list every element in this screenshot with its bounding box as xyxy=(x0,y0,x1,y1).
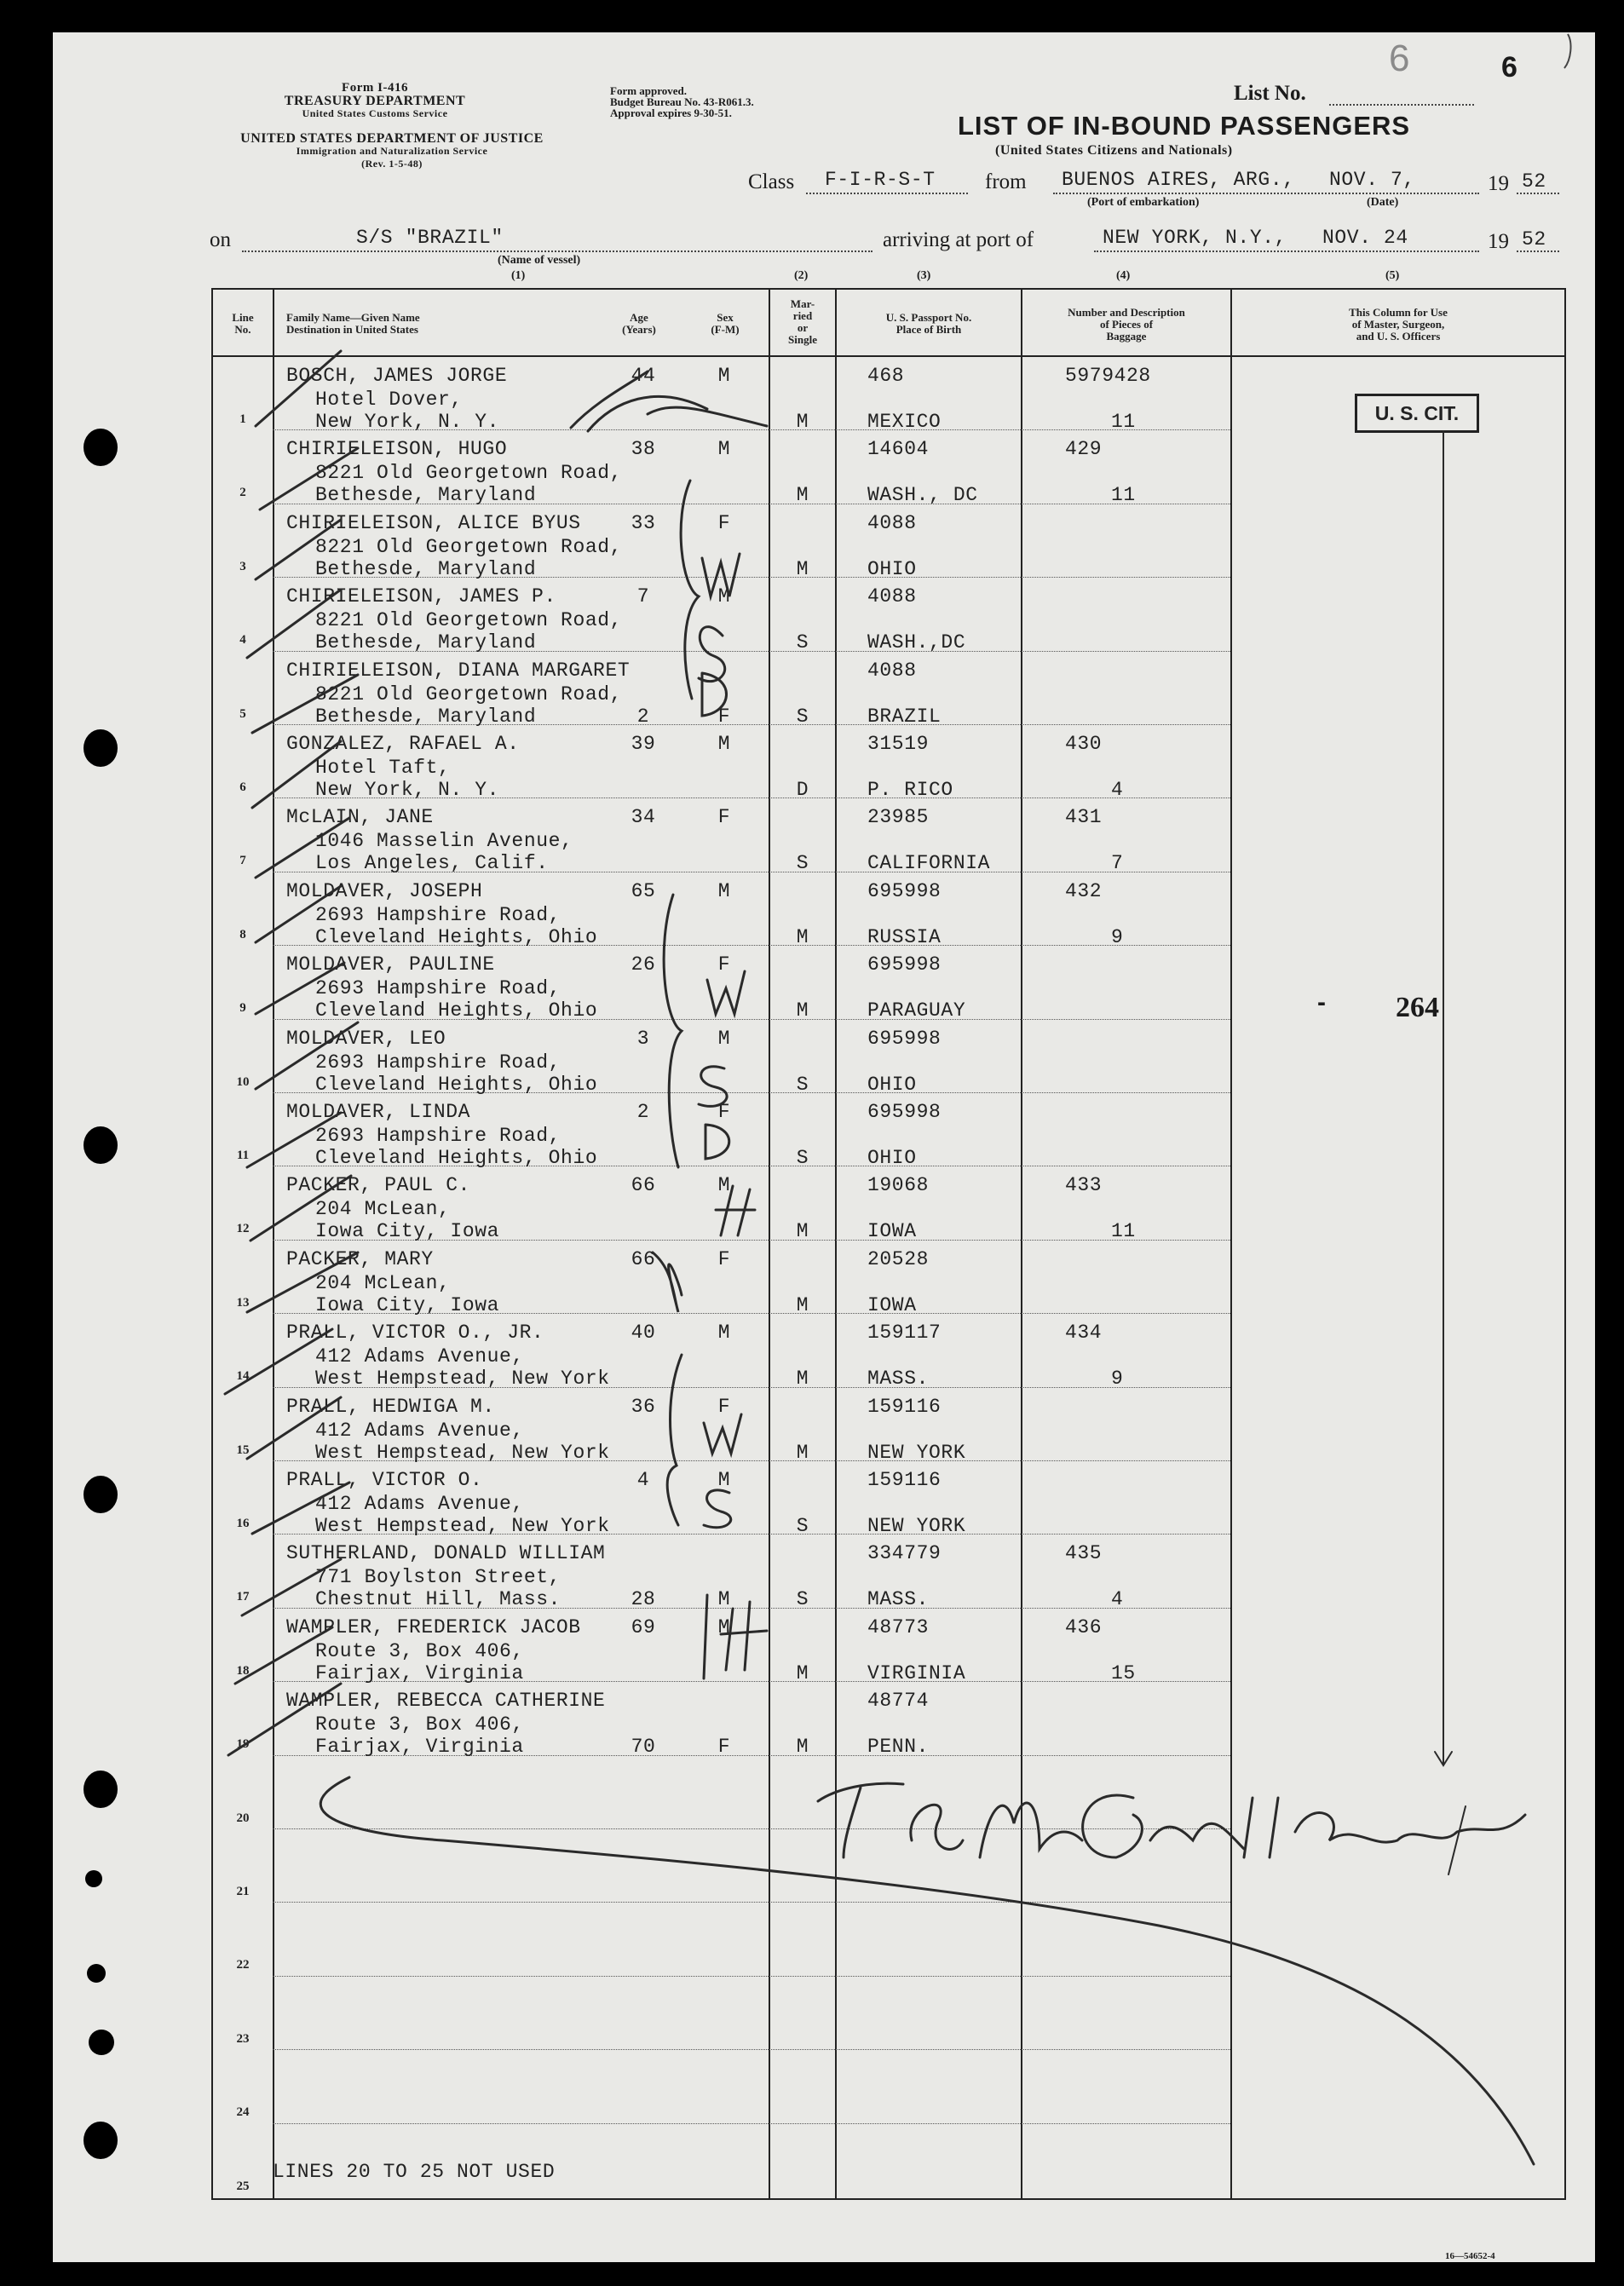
passenger-name: SUTHERLAND, DONALD WILLIAM xyxy=(286,1542,606,1565)
passenger-address: Hotel Dover, xyxy=(315,389,463,411)
line-number: 16 xyxy=(236,1517,250,1530)
baggage-pieces: 7 xyxy=(1111,852,1124,875)
baggage-pieces: 15 xyxy=(1111,1661,1136,1684)
not-used-note: LINES 20 TO 25 NOT USED xyxy=(273,2161,556,2183)
passenger-age: 33 xyxy=(631,511,656,534)
passenger-sex: M xyxy=(717,365,731,387)
column-number: (4) xyxy=(1116,269,1131,282)
baggage-number: 431 xyxy=(1065,806,1103,829)
on-label: on xyxy=(210,228,231,251)
passenger-sex: F xyxy=(717,1736,731,1759)
passenger-age: 66 xyxy=(631,1174,656,1197)
married-single: M xyxy=(796,557,809,580)
passenger-age: 2 xyxy=(636,705,650,728)
married-single: S xyxy=(796,705,809,728)
passenger-sex: M xyxy=(717,1615,731,1638)
married-single: S xyxy=(796,1147,809,1169)
officer-count: 264 xyxy=(1396,992,1439,1023)
passenger-age: 70 xyxy=(631,1736,656,1759)
us-citizen-stamp: U. S. CIT. xyxy=(1355,394,1479,433)
date-caption: (Date) xyxy=(1367,196,1399,209)
place-of-birth: WASH.,DC xyxy=(867,631,966,654)
vessel-caption: (Name of vessel) xyxy=(498,254,581,267)
passenger-destination: Fairjax, Virginia xyxy=(315,1661,524,1684)
arrival-year-prefix: 19 xyxy=(1488,230,1509,253)
embarkation-port: BUENOS AIRES, ARG., xyxy=(1062,169,1295,191)
passenger-name: CHIRIELEISON, JAMES P. xyxy=(286,585,556,608)
passenger-name: PRALL, HEDWIGA M. xyxy=(286,1395,495,1418)
passenger-address: 412 Adams Avenue, xyxy=(315,1493,524,1515)
passport-number: 468 xyxy=(867,365,905,387)
passenger-destination: Chestnut Hill, Mass. xyxy=(315,1588,561,1611)
passenger-sex: F xyxy=(717,806,731,829)
baggage-pieces: 11 xyxy=(1111,484,1136,507)
passenger-sex: M xyxy=(717,1469,731,1491)
baggage-number: 432 xyxy=(1065,879,1103,902)
passport-number: 31519 xyxy=(867,733,930,755)
line-number: 9 xyxy=(239,1001,246,1016)
passport-number: 4088 xyxy=(867,659,917,682)
passenger-age: 66 xyxy=(631,1247,656,1270)
passenger-destination: Cleveland Heights, Ohio xyxy=(315,925,598,948)
place-of-birth: PARAGUAY xyxy=(867,999,966,1022)
passenger-destination: Iowa City, Iowa xyxy=(315,1293,500,1316)
page-title: LIST OF IN-BOUND PASSENGERS xyxy=(958,111,1411,141)
married-single: M xyxy=(796,1661,809,1684)
baggage-number: 430 xyxy=(1065,733,1103,755)
baggage-pieces: 11 xyxy=(1111,1220,1136,1243)
line-number: 4 xyxy=(239,633,246,648)
place-of-birth: MASS. xyxy=(867,1368,930,1391)
passenger-name: MOLDAVER, LINDA xyxy=(286,1101,471,1123)
header-officers: This Column for Use of Master, Surgeon, and U. S. Officers xyxy=(1349,306,1448,343)
line-number: 13 xyxy=(236,1295,250,1310)
ins: Immigration and Naturalization Service xyxy=(296,145,488,157)
treasury-dept: TREASURY DEPARTMENT xyxy=(284,94,466,108)
place-of-birth: WASH., DC xyxy=(867,484,978,507)
passenger-address: 2693 Hampshire Road, xyxy=(315,903,561,926)
dash-mark: - xyxy=(1317,988,1326,1016)
passenger-age: 28 xyxy=(631,1588,656,1611)
passenger-destination: West Hempstead, New York xyxy=(315,1515,610,1537)
passport-number: 695998 xyxy=(867,1027,942,1050)
line-number: 23 xyxy=(236,2031,250,2046)
married-single: M xyxy=(796,1293,809,1316)
line-number: 24 xyxy=(236,2105,250,2120)
passenger-age: 39 xyxy=(631,733,656,755)
passenger-destination: Fairjax, Virginia xyxy=(315,1736,524,1759)
passenger-name: PRALL, VICTOR O., JR. xyxy=(286,1322,544,1345)
passenger-address: 8221 Old Georgetown Road, xyxy=(315,462,623,485)
passport-number: 695998 xyxy=(867,1101,942,1123)
baggage-number: 5979428 xyxy=(1065,365,1151,387)
baggage-number: 436 xyxy=(1065,1615,1103,1638)
line-number: 12 xyxy=(236,1222,250,1236)
married-single: S xyxy=(796,631,809,654)
line-number: 25 xyxy=(236,2179,250,2193)
line-number: 15 xyxy=(236,1442,250,1457)
approval-line: Form approved. xyxy=(610,84,688,97)
embarkation-date: NOV. 7, xyxy=(1329,169,1415,191)
passport-number: 695998 xyxy=(867,879,942,902)
passenger-age: 3 xyxy=(636,1027,650,1050)
married-single: S xyxy=(796,852,809,875)
passenger-destination: New York, N. Y. xyxy=(315,779,500,801)
vessel-name: S/S "BRAZIL" xyxy=(356,227,504,249)
passenger-address: 2693 Hampshire Road, xyxy=(315,977,561,1000)
approval-line: Approval expires 9-30-51. xyxy=(610,107,732,119)
arrival-year: 52 xyxy=(1522,228,1546,250)
place-of-birth: MEXICO xyxy=(867,411,942,433)
place-of-birth: OHIO xyxy=(867,557,917,580)
passenger-destination: West Hempstead, New York xyxy=(315,1441,610,1464)
baggage-pieces: 11 xyxy=(1111,411,1136,433)
place-of-birth: BRAZIL xyxy=(867,705,942,728)
page-subtitle: (United States Citizens and Nationals) xyxy=(995,143,1233,158)
passenger-sex: M xyxy=(717,733,731,755)
passenger-destination: Iowa City, Iowa xyxy=(315,1220,500,1243)
passenger-sex: F xyxy=(717,1247,731,1270)
passenger-name: CHIRIELEISON, DIANA MARGARET xyxy=(286,659,631,682)
line-number: 5 xyxy=(239,706,246,721)
header-sex: Sex (F-M) xyxy=(711,311,740,336)
place-of-birth: P. RICO xyxy=(867,779,953,801)
baggage-number: 433 xyxy=(1065,1174,1103,1197)
line-number: 17 xyxy=(236,1590,250,1604)
passenger-sex: M xyxy=(717,585,731,608)
passenger-name: WAMPLER, FREDERICK JACOB xyxy=(286,1615,581,1638)
passenger-destination: Cleveland Heights, Ohio xyxy=(315,999,598,1022)
place-of-birth: OHIO xyxy=(867,1147,917,1169)
passenger-name: PACKER, PAUL C. xyxy=(286,1174,471,1197)
passenger-sex: M xyxy=(717,1588,731,1611)
passport-number: 159117 xyxy=(867,1322,942,1345)
passenger-sex: M xyxy=(717,1322,731,1345)
header-line-no: Line No. xyxy=(232,311,254,336)
passenger-address: 2693 Hampshire Road, xyxy=(315,1051,561,1074)
passenger-address: 412 Adams Avenue, xyxy=(315,1419,524,1442)
passenger-sex: M xyxy=(717,438,731,461)
passport-number: 695998 xyxy=(867,953,942,976)
place-of-birth: IOWA xyxy=(867,1220,917,1243)
passenger-sex: F xyxy=(717,953,731,976)
column-number: (5) xyxy=(1385,269,1400,282)
passenger-age: 36 xyxy=(631,1395,656,1418)
list-no-value: 6 xyxy=(1389,37,1410,79)
passenger-address: 1046 Masselin Avenue, xyxy=(315,830,573,853)
passport-number: 4088 xyxy=(867,511,917,534)
passenger-address: 771 Boylston Street, xyxy=(315,1566,561,1589)
customs-service: United States Customs Service xyxy=(302,107,448,119)
passenger-age: 38 xyxy=(631,438,656,461)
passenger-name: PRALL, VICTOR O. xyxy=(286,1469,483,1491)
line-number: 7 xyxy=(239,854,246,868)
column-number: (2) xyxy=(794,269,809,282)
passenger-name: MOLDAVER, PAULINE xyxy=(286,953,495,976)
line-number: 22 xyxy=(236,1958,250,1972)
line-number: 1 xyxy=(239,412,246,426)
passenger-sex: F xyxy=(717,1101,731,1123)
passenger-sex: F xyxy=(717,1395,731,1418)
passenger-destination: Cleveland Heights, Ohio xyxy=(315,1147,598,1169)
passenger-address: 8221 Old Georgetown Road, xyxy=(315,535,623,558)
passenger-destination: Cleveland Heights, Ohio xyxy=(315,1073,598,1096)
line-number: 14 xyxy=(236,1369,250,1384)
passport-number: 19068 xyxy=(867,1174,930,1197)
place-of-birth: IOWA xyxy=(867,1293,917,1316)
arrival-port: NEW YORK, N.Y., xyxy=(1103,227,1287,249)
passenger-age: 2 xyxy=(636,1101,650,1123)
line-number: 21 xyxy=(236,1885,250,1898)
passenger-destination: Bethesde, Maryland xyxy=(315,631,537,654)
passenger-address: Hotel Taft, xyxy=(315,757,451,779)
married-single: D xyxy=(796,779,809,801)
married-single: M xyxy=(796,1220,809,1243)
place-of-birth: VIRGINIA xyxy=(867,1661,966,1684)
place-of-birth: OHIO xyxy=(867,1073,917,1096)
married-single: M xyxy=(796,925,809,948)
header-baggage: Number and Description of Pieces of Baggage xyxy=(1068,306,1185,343)
baggage-pieces: 9 xyxy=(1111,1368,1124,1391)
passenger-age: 40 xyxy=(631,1322,656,1345)
passenger-name: CHIRIELEISON, HUGO xyxy=(286,438,508,461)
class-label: Class xyxy=(748,170,795,193)
passenger-address: 8221 Old Georgetown Road, xyxy=(315,682,623,705)
passenger-name: WAMPLER, REBECCA CATHERINE xyxy=(286,1690,606,1713)
passenger-destination: New York, N. Y. xyxy=(315,411,500,433)
passport-number: 4088 xyxy=(867,585,917,608)
passport-number: 334779 xyxy=(867,1542,942,1565)
passenger-name: CHIRIELEISON, ALICE BYUS xyxy=(286,511,581,534)
married-single: S xyxy=(796,1073,809,1096)
passenger-name: BOSCH, JAMES JORGE xyxy=(286,365,508,387)
column-number: (1) xyxy=(511,269,526,282)
baggage-number: 435 xyxy=(1065,1542,1103,1565)
married-single: S xyxy=(796,1515,809,1537)
passenger-age: 26 xyxy=(631,953,656,976)
passenger-name: PACKER, MARY xyxy=(286,1247,434,1270)
line-number: 11 xyxy=(236,1149,250,1162)
line-number: 6 xyxy=(239,780,246,794)
passenger-address: 2693 Hampshire Road, xyxy=(315,1125,561,1147)
passport-number: 23985 xyxy=(867,806,930,829)
passenger-sex: M xyxy=(717,1174,731,1197)
passenger-address: 204 McLean, xyxy=(315,1198,451,1221)
revision: (Rev. 1-5-48) xyxy=(361,158,423,170)
baggage-pieces: 4 xyxy=(1111,779,1124,801)
place-of-birth: RUSSIA xyxy=(867,925,942,948)
passenger-destination: West Hempstead, New York xyxy=(315,1368,610,1391)
line-number: 8 xyxy=(239,927,246,941)
passenger-sex: M xyxy=(717,879,731,902)
passenger-age: 4 xyxy=(636,1469,650,1491)
passenger-address: 204 McLean, xyxy=(315,1271,451,1294)
passenger-name: MOLDAVER, LEO xyxy=(286,1027,446,1050)
from-label: from xyxy=(985,170,1027,193)
line-number: 18 xyxy=(236,1663,250,1678)
form-id: Form I-416 xyxy=(342,81,408,95)
line-number: 10 xyxy=(236,1074,250,1089)
passenger-age: 34 xyxy=(631,806,656,829)
passenger-sex: F xyxy=(717,705,731,728)
page-number: 6 xyxy=(1501,51,1517,83)
arriving-label: arriving at port of xyxy=(883,228,1034,251)
passenger-name: GONZALEZ, RAFAEL A. xyxy=(286,733,520,755)
passenger-address: Route 3, Box 406, xyxy=(315,1639,524,1662)
baggage-number: 429 xyxy=(1065,438,1103,461)
passenger-sex: M xyxy=(717,1027,731,1050)
passport-number: 159116 xyxy=(867,1469,942,1491)
column-number: (3) xyxy=(917,269,931,282)
approval-line: Budget Bureau No. 43-R061.3. xyxy=(610,95,754,108)
married-single: M xyxy=(796,999,809,1022)
departure-year: 52 xyxy=(1522,170,1546,193)
baggage-pieces: 9 xyxy=(1111,925,1124,948)
baggage-pieces: 4 xyxy=(1111,1588,1124,1611)
passenger-age: 69 xyxy=(631,1615,656,1638)
print-code: 16—54652-4 xyxy=(1445,2251,1495,2261)
married-single: M xyxy=(796,411,809,433)
doj: UNITED STATES DEPARTMENT OF JUSTICE xyxy=(240,131,544,146)
passenger-address: Route 3, Box 406, xyxy=(315,1713,524,1736)
passenger-destination: Bethesde, Maryland xyxy=(315,557,537,580)
passenger-age: 44 xyxy=(631,365,656,387)
port-caption: (Port of embarkation) xyxy=(1087,196,1200,209)
line-number: 19 xyxy=(236,1737,250,1752)
passport-number: 20528 xyxy=(867,1247,930,1270)
passenger-address: 8221 Old Georgetown Road, xyxy=(315,609,623,632)
passenger-address: 412 Adams Avenue, xyxy=(315,1345,524,1368)
line-number: 3 xyxy=(239,559,246,573)
list-no-label: List No. xyxy=(1234,82,1306,105)
passport-number: 48774 xyxy=(867,1690,930,1713)
married-single: M xyxy=(796,1736,809,1759)
place-of-birth: CALIFORNIA xyxy=(867,852,991,875)
header-age: Age (Years) xyxy=(622,311,656,336)
line-number: 20 xyxy=(236,1811,250,1825)
place-of-birth: MASS. xyxy=(867,1588,930,1611)
passport-number: 14604 xyxy=(867,438,930,461)
passenger-sex: F xyxy=(717,511,731,534)
year-prefix: 19 xyxy=(1488,172,1509,195)
arrival-date: NOV. 24 xyxy=(1322,227,1408,249)
married-single: M xyxy=(796,484,809,507)
place-of-birth: NEW YORK xyxy=(867,1441,966,1464)
place-of-birth: NEW YORK xyxy=(867,1515,966,1537)
passport-number: 159116 xyxy=(867,1395,942,1418)
passenger-destination: Bethesde, Maryland xyxy=(315,705,537,728)
header-name: Family Name—Given Name Destination in United States xyxy=(286,311,420,336)
class-value: F-I-R-S-T xyxy=(825,169,936,191)
baggage-number: 434 xyxy=(1065,1322,1103,1345)
passenger-age: 7 xyxy=(636,585,650,608)
passenger-destination: Los Angeles, Calif. xyxy=(315,852,549,875)
passenger-age: 65 xyxy=(631,879,656,902)
header-passport: U. S. Passport No. Place of Birth xyxy=(885,311,972,336)
passenger-name: MOLDAVER, JOSEPH xyxy=(286,879,483,902)
header-married: Mar- ried or Single xyxy=(788,297,817,346)
married-single: S xyxy=(796,1588,809,1611)
line-number: 2 xyxy=(239,486,246,500)
married-single: M xyxy=(796,1441,809,1464)
place-of-birth: PENN. xyxy=(867,1736,930,1759)
married-single: M xyxy=(796,1368,809,1391)
passenger-name: McLAIN, JANE xyxy=(286,806,434,829)
passport-number: 48773 xyxy=(867,1615,930,1638)
passenger-destination: Bethesde, Maryland xyxy=(315,484,537,507)
